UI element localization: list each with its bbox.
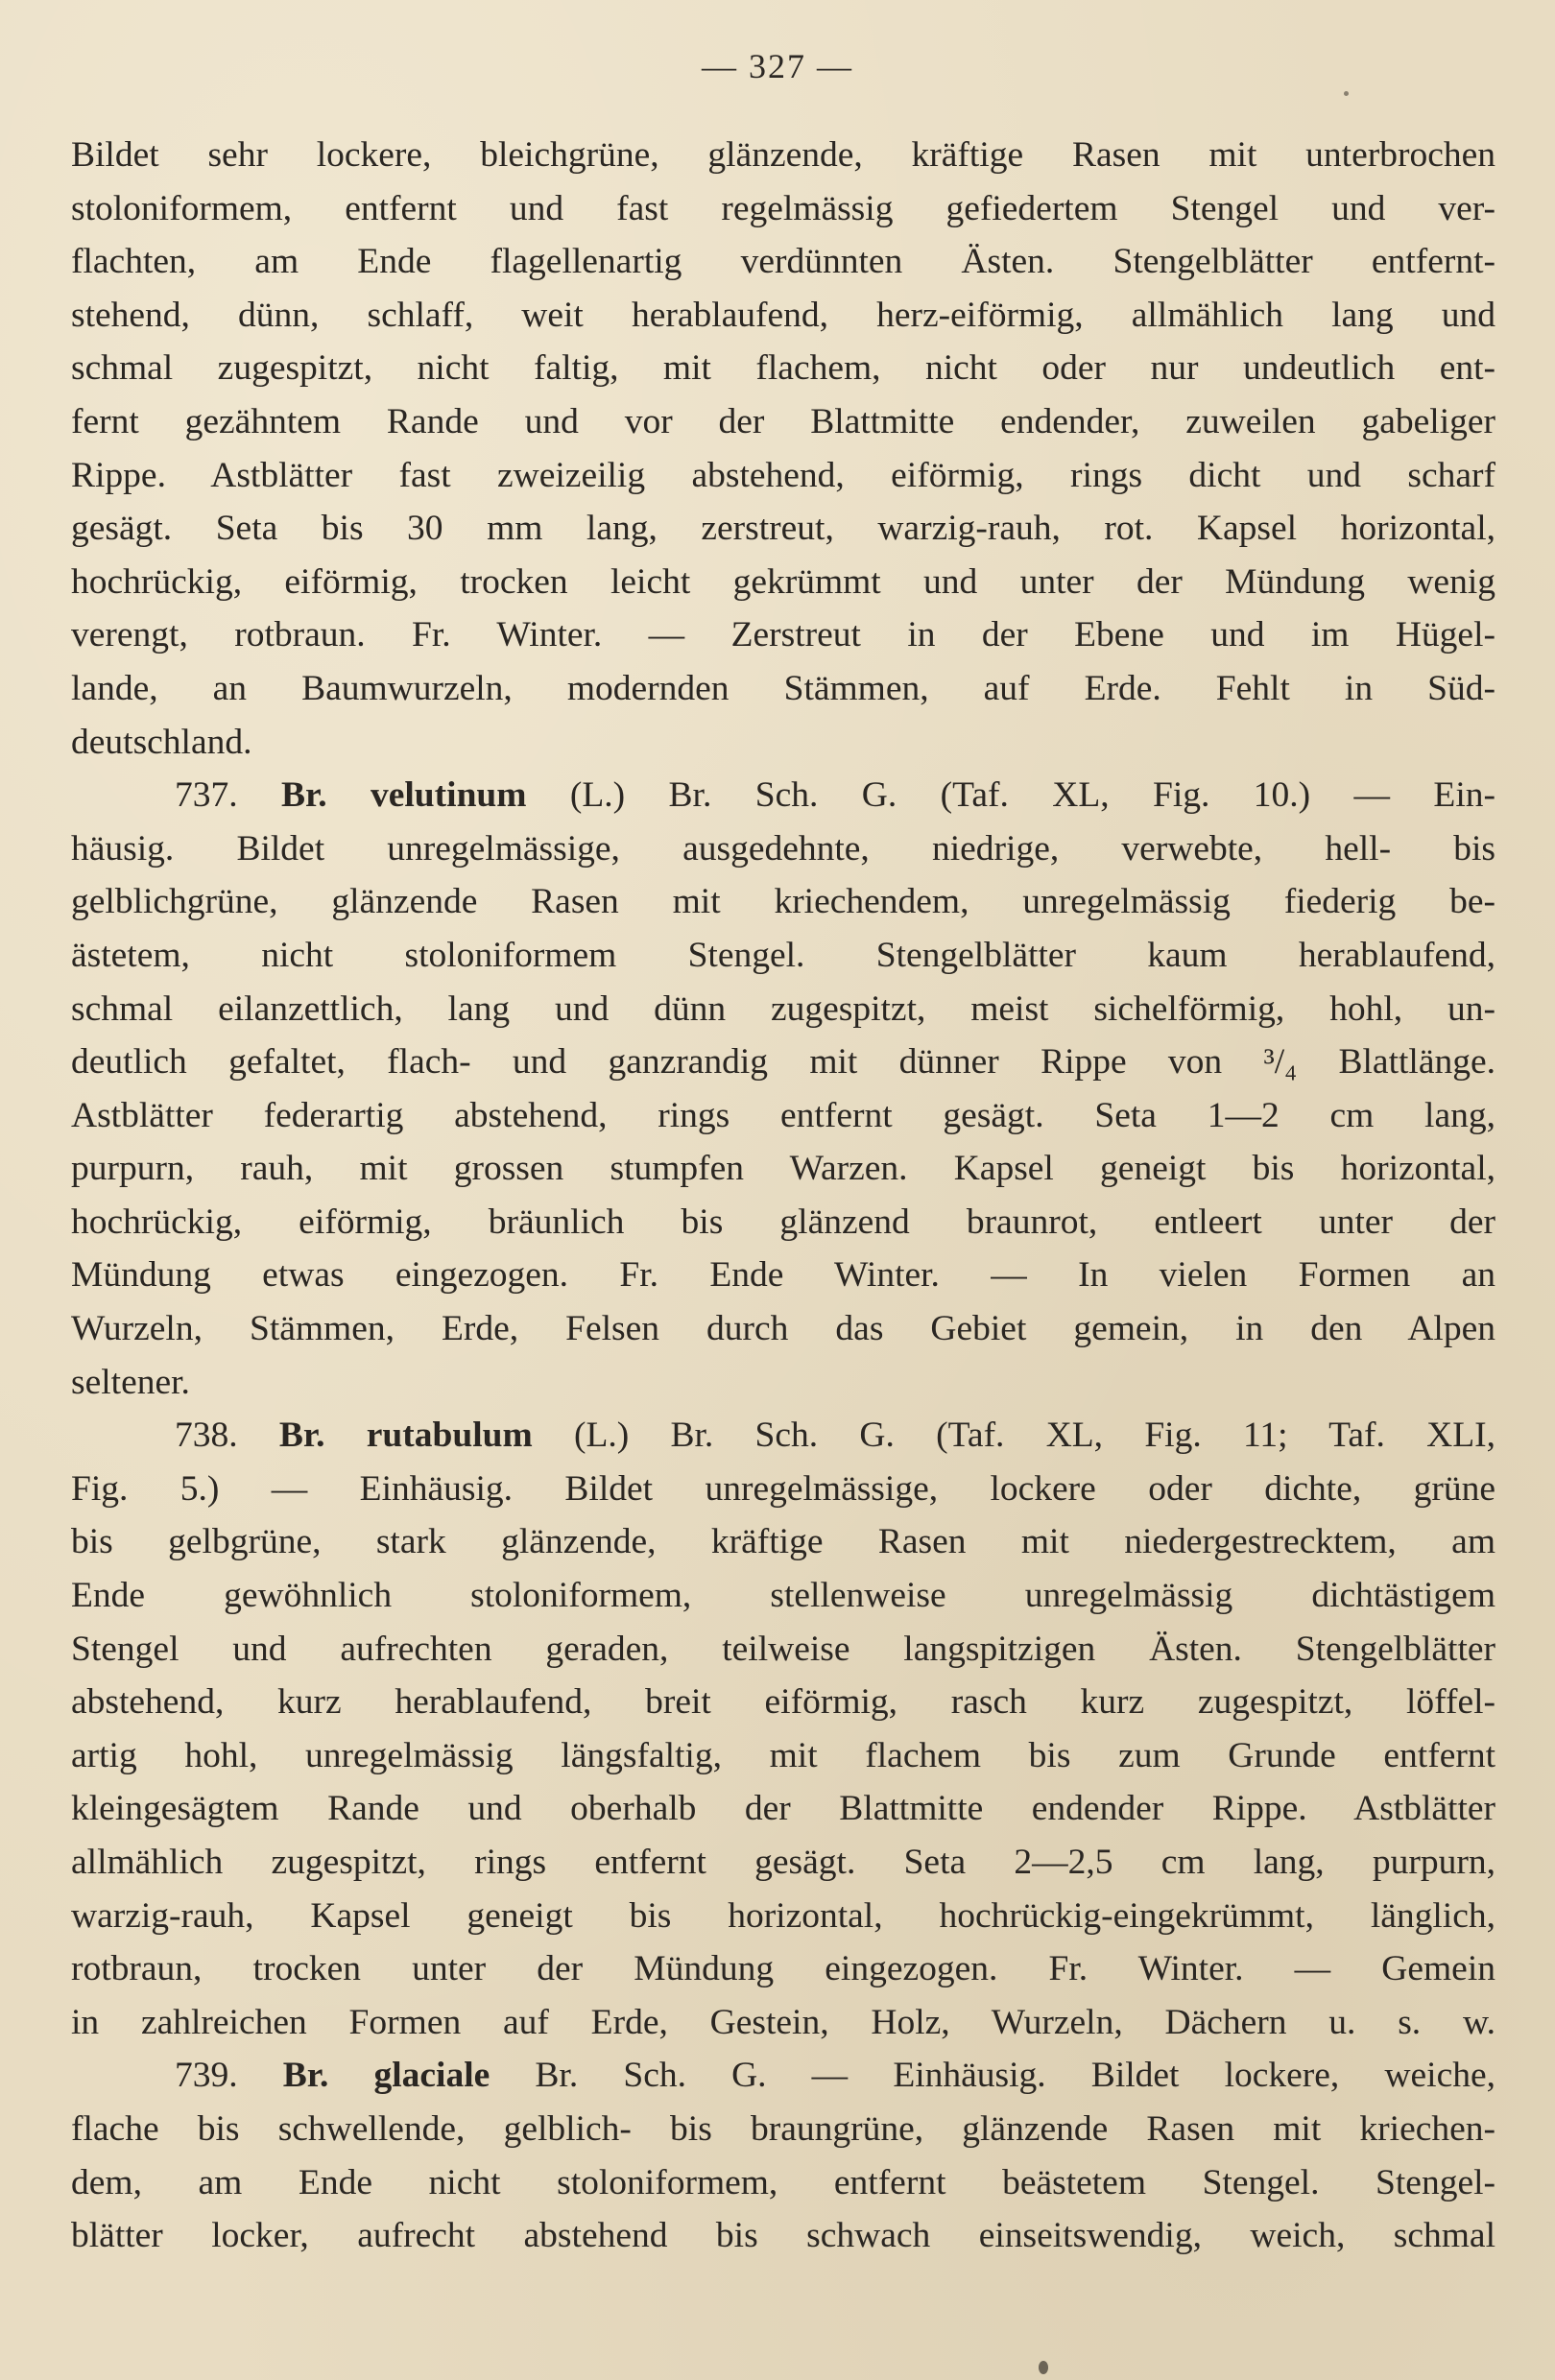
text-line: flache bis schwellende, gelblich- bis braungrüne, glänzende Rasen mit kriechen-	[71, 2108, 1495, 2149]
species-name: Br. glaciale	[282, 2056, 490, 2096]
text-line: Bildet sehr lockere, bleichgrüne, glänzende, kräftige Rasen mit unterbrochen	[71, 135, 1495, 175]
text-line: seltener.	[71, 1362, 190, 1402]
line-text: (L.) Br. Sch. G. (Taf. XL, Fig. 10.) — Ein-	[526, 775, 1495, 816]
text-line: rotbraun, trocken unter der Mündung eingezogen. Fr. Winter. — Gemein	[71, 1949, 1495, 1989]
text-line: purpurn, rauh, mit grossen stumpfen Warzen. Kapsel geneigt bis horizontal,	[71, 1149, 1495, 1189]
species-name: Br. rutabulum	[278, 1416, 533, 1456]
page-number: — 327 —	[702, 47, 853, 85]
text-line: blätter locker, aufrecht abstehend bis schwach einseitswendig, weich, schmal	[71, 2216, 1495, 2256]
text-line: Astblätter federartig abstehend, rings entfernt gesägt. Seta 1—2 cm lang,	[71, 1095, 1495, 1135]
text-line: allmählich zugespitzt, rings entfernt gesägt. Seta 2—2,5 cm lang, purpurn,	[71, 1843, 1495, 1882]
text-line: stehend, dünn, schlaff, weit herablaufend, herz-eiförmig, allmählich lang und	[71, 295, 1495, 335]
text-line: gelblichgrüne, glänzende Rasen mit kriechendem, unregelmässig fiederig be-	[71, 882, 1495, 922]
text-line: fernt gezähntem Rande und vor der Blattmitte endender, zuweilen gabeliger	[71, 401, 1495, 441]
text-line: deutschland.	[71, 722, 252, 762]
text-line: häusig. Bildet unregelmässige, ausgedehnte, niedrige, verwebte, hell- bis	[71, 828, 1495, 869]
text-line: Wurzeln, Stämmen, Erde, Felsen durch das Gebiet gemein, in den Alpen	[71, 1309, 1495, 1349]
text-line: gesägt. Seta bis 30 mm lang, zerstreut, warzig-rauh, rot. Kapsel horizontal,	[71, 509, 1495, 549]
text-line: kleingesägtem Rande und oberhalb der Blattmitte endender Rippe. Astblätter	[71, 1789, 1495, 1829]
text-line: in zahlreichen Formen auf Erde, Gestein, Holz, Wurzeln, Dächern u. s. w.	[71, 2002, 1495, 2042]
text-line: artig hohl, unregelmässig längsfaltig, mit flachem bis zum Grunde entfernt	[71, 1735, 1495, 1775]
text-line: ästetem, nicht stoloniformem Stengel. Stengelblätter kaum herablaufend,	[71, 935, 1495, 975]
text-line: Rippe. Astblätter fast zweizeilig abstehend, eiförmig, rings dicht und scharf	[71, 455, 1495, 495]
text-line: dem, am Ende nicht stoloniformem, entfernt beästetem Stengel. Stengel-	[71, 2162, 1495, 2202]
text-line: stoloniformem, entfernt und fast regelmässig gefiedertem Stengel und ver-	[71, 188, 1495, 228]
ink-speck	[1344, 91, 1349, 96]
text-line: Ende gewöhnlich stoloniformem, stellenweise unregelmässig dichtästigem	[71, 1576, 1495, 1616]
text-line	[71, 1409, 1495, 1463]
species-name: Br. velutinum	[281, 775, 527, 816]
text-line: Fig. 5.) — Einhäusig. Bildet unregelmässige, lockere oder dichte, grüne	[71, 1468, 1495, 1509]
text-line	[71, 2049, 1495, 2103]
text-line: schmal eilanzettlich, lang und dünn zugespitzt, meist sichelförmig, hohl, un-	[71, 988, 1495, 1029]
text-line: deutlich gefaltet, flach- und ganzrandig mit dünner Rippe von ³/₄ Blattlänge.	[71, 1042, 1495, 1083]
text-line: abstehend, kurz herablaufend, breit eiförmig, rasch kurz zugespitzt, löffel-	[71, 1682, 1495, 1723]
text-line: hochrückig, eiförmig, bräunlich bis glänzend braunrot, entleert unter der	[71, 1202, 1495, 1242]
text-line: schmal zugespitzt, nicht faltig, mit flachem, nicht oder nur undeutlich ent-	[71, 348, 1495, 389]
text-line: bis gelbgrüne, stark glänzende, kräftige Rasen mit niedergestrecktem, am	[71, 1522, 1495, 1562]
entry-number: 737.	[175, 775, 282, 816]
body-text	[71, 129, 1495, 2263]
entry-number: 738.	[175, 1416, 279, 1456]
text-line: lande, an Baumwurzeln, modernden Stämmen, auf Erde. Fehlt in Süd-	[71, 668, 1495, 708]
line-text: (L.) Br. Sch. G. (Taf. XL, Fig. 11; Taf. XLI,	[532, 1416, 1495, 1456]
text-line: warzig-rauh, Kapsel geneigt bis horizontal, hochrückig-eingekrümmt, länglich,	[71, 1895, 1495, 1936]
text-line	[71, 769, 1495, 822]
text-line: hochrückig, eiförmig, trocken leicht gekrümmt und unter der Mündung wenig	[71, 561, 1495, 602]
entry-number: 739.	[175, 2056, 283, 2096]
line-text: Br. Sch. G. — Einhäusig. Bildet lockere, weiche,	[490, 2056, 1495, 2096]
ink-speck	[1039, 2361, 1048, 2374]
text-line: Stengel und aufrechten geraden, teilweise langspitzigen Ästen. Stengelblätter	[71, 1629, 1495, 1669]
text-line: flachten, am Ende flagellenartig verdünnten Ästen. Stengelblätter entfernt-	[71, 242, 1495, 282]
text-line: verengt, rotbraun. Fr. Winter. — Zerstreut in der Ebene und im Hügel-	[71, 615, 1495, 655]
text-line: Mündung etwas eingezogen. Fr. Ende Winter. — In vielen Formen an	[71, 1255, 1495, 1296]
